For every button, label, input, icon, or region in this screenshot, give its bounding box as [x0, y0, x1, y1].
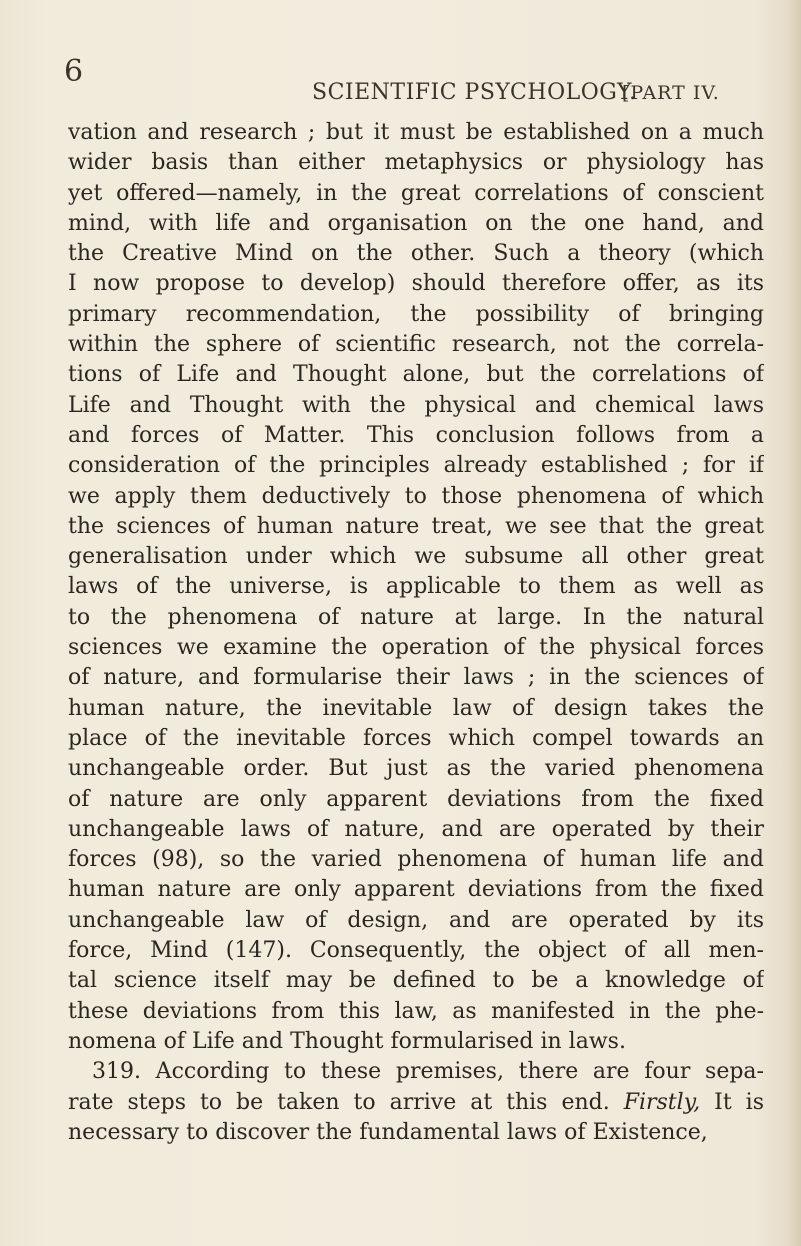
text-line: generalisation under which we subsume all other great: [68, 544, 764, 570]
text-line: the sciences of human nature treat, we see that the great: [68, 513, 764, 539]
text-line: wider basis than either metaphysics or physiology has: [68, 150, 764, 176]
paragraph-319-line: 319. According to these premises, there are four sepa-: [92, 1059, 764, 1085]
text-line: vation and research ; but it must be established on a much: [68, 120, 764, 145]
text-line: forces (98), so the varied phenomena of human life and: [68, 847, 764, 873]
firstly-emphasis: Firstly,: [623, 1089, 701, 1115]
paragraph-319-text: rate steps to be taken to arrive at this end.: [68, 1089, 610, 1115]
text-line: tions of Life and Thought alone, but the correlations of: [68, 362, 764, 388]
text-line: yet offered—namely, in the great correlations of conscient: [68, 180, 764, 206]
text-line: Life and Thought with the physical and chemical laws: [68, 392, 764, 418]
text-line: tal science itself may be defined to be a knowledge of: [68, 968, 764, 994]
body-text: [68, 118, 764, 1148]
page-edge-shadow: [787, 0, 801, 1246]
text-line: of nature are only apparent deviations from the fixed: [68, 786, 764, 812]
text-line: mind, with life and organisation on the one hand, and: [68, 210, 764, 236]
text-line: of nature, and formularise their laws ; in the sciences of: [68, 665, 764, 691]
text-line: to the phenomena of nature at large. In the natural: [68, 604, 764, 630]
running-title: SCIENTIFIC PSYCHOLOGY.: [312, 80, 637, 105]
text-line: unchangeable order. But just as the varied phenomena: [68, 756, 764, 782]
text-line: force, Mind (147). Consequently, the object of all men-: [68, 938, 764, 964]
text-line: human nature, the inevitable law of design takes the: [68, 695, 764, 721]
running-header: [64, 54, 764, 110]
text-line: we apply them deductively to those phenomena of which: [68, 483, 764, 509]
text-line: human nature are only apparent deviations from the fixed: [68, 877, 764, 903]
paragraph-319-line: [68, 1088, 764, 1118]
text-line: the Creative Mind on the other. Such a theory (which: [68, 241, 764, 267]
text-line: within the sphere of scientific research, not the correla-: [68, 332, 764, 358]
text-line: laws of the universe, is applicable to them as well as: [68, 574, 764, 600]
paragraph-319-text: It is: [714, 1089, 764, 1115]
text-line: I now propose to develop) should therefore offer, as its: [68, 271, 764, 297]
text-line: unchangeable law of design, and are operated by its: [68, 907, 764, 933]
text-line: place of the inevitable forces which compel towards an: [68, 725, 764, 751]
text-line: sciences we examine the operation of the physical forces: [68, 635, 764, 661]
paragraph-319-line: necessary to discover the fundamental laws of Existence,: [68, 1119, 708, 1145]
text-line: these deviations from this law, as manifested in the phe-: [68, 998, 764, 1024]
text-line: consideration of the principles already established ; for if: [68, 453, 764, 479]
part-label: [PART IV.: [622, 82, 720, 104]
text-line: nomena of Life and Thought formularised in laws.: [68, 1028, 626, 1054]
text-line: and forces of Matter. This conclusion follows from a: [68, 422, 764, 448]
page-number: 6: [64, 54, 84, 89]
text-line: unchangeable laws of nature, and are operated by their: [68, 816, 764, 842]
text-line: primary recommendation, the possibility of bringing: [68, 301, 764, 327]
